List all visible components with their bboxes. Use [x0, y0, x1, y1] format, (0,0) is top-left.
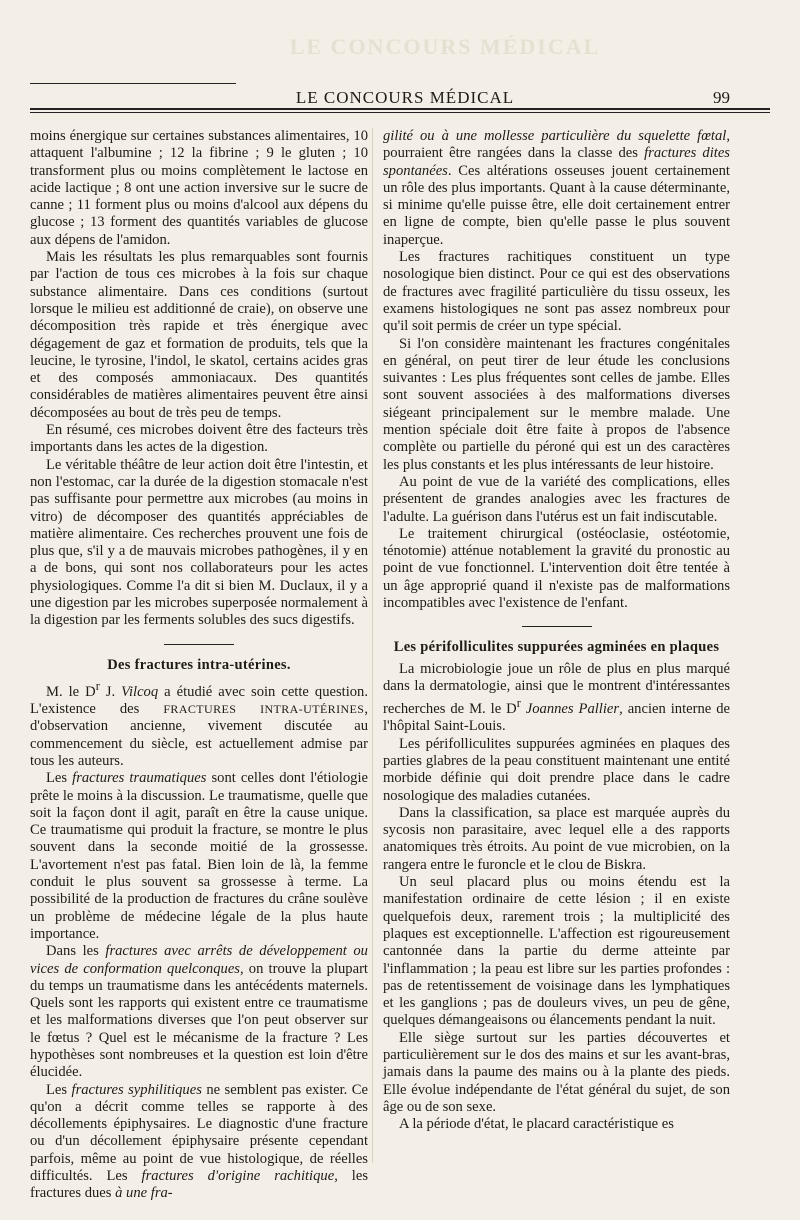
paragraph: Les fractures traumatiques sont celles dont l'étiologie prête le moins à la discussion. Le traumatisme, quelle que soit la façon dont il agit, paraît en être la cause unique. Ce traumatisme qui produit la fracture, se montre le plus souvent dans la seconde moitié de la grossesse. L'avortement n'est pas fatal. Bien loin de là, la femme conduit le plus souvent sa grossesse à terme. La possibilité de la production de fractures du crâne soulève un problème de médecine légale de la plus haute importance. — [30, 770, 368, 942]
paragraph: gilité ou à une mollesse particulière du squelette fœtal, pourraient être rangées dans la classe des fractures dites spontanées. Ces altérations osseuses jouent certainement un rôle des plus importants. Quant à la cause déterminante, si minime qu'elle puisse être, elle doit certainement entrer en ligne de compte, bien qu'elle passe le plus souvent inaperçue. — [383, 128, 730, 248]
paragraph: Les fractures syphilitiques ne semblent pas exister. Ce qu'on a décrit comme telles se rapporte à des décollements épiphysaires. Le diagnostic d'une fracture ou d'un décollement épiphysaire présente cependant parfois, même au point de vue histologique, de réelles difficultés. Les fractures d'origine rachitique, les fractures dues à une fra- — [30, 1081, 369, 1202]
section-title: Les périfolliculites suppurées agminées en plaques — [393, 639, 720, 656]
paragraph: Un seul placard plus ou moins étendu est la manifestation ordinaire de cette lésion ; il en existe quelquefois deux, rarement trois ; la multiplicité des plaques est exceptionnelle. L'affection est rigoureusement cantonnée dans la partie du derme atteinte par l'inflammation ; la peau est libre sur les parties profondes : pas de retentissement de voisinage dans les lymphatiques et les ganglions ; pas de douleurs vives, un peu de gêne, quelques démangeaisons ou élancements pendant la nuit. — [383, 874, 730, 1029]
paragraph: Mais les résultats les plus remarquables sont fournis par l'action de tous ces microbes à la fois sur chaque substance alimentaire. Dans ces conditions (surtout lorsque le milieu est additionné de craie), on observe une décomposition très rapide et très énergique avec dégagement de gaz et formation de produits, tels que la leucine, le tyrosine, l'indol, le skatol, certains acides gras et des composés ammoniacaux. Des quantités considérables de matières alimentaires peuvent être ainsi décomposées au bout de très peu de temps. — [30, 249, 368, 421]
paragraph: Si l'on considère maintenant les fractures congénitales en général, on peut tirer de leur étude les conclusions suivantes : Les plus fréquentes sont celles de jambe. Elles sont souvent associées à des malformations diverses siégeant principalement sur le membre malade. Une mention spéciale doit être faite à propos de l'absence complète ou partielle du péroné qui est un des caractères les plus constants et les plus intéressants de leur histoire. — [383, 335, 730, 473]
page-number: 99 — [713, 88, 730, 107]
paragraph: Le véritable théâtre de leur action doit être l'intestin, et non l'estomac, car la durée de la digestion stomacale n'est pas suffisante pour permettre aux microbes (au moins in vitro) de décomposer des quantités appréciables de matière alimentaire. Ces recherches prouvent une fois de plus que, s'il y a de mauvais microbes pathogènes, il y en a de bons, qui sont nos collaborateurs pour les actes physiologiques. Comme l'a dit si bien M. Duclaux, il y a une digestion par les microbes superposée normalement à la digestion par les ferments solubles des sucs digestifs. — [30, 456, 368, 629]
paragraph: M. le $D^r$ J. Vilcoq a étudié avec soin cette question. L'existence des FRACTURES INTRA-UTÉRINES, d'observation ancienne, vivement discutée au commencement du siècle, est actuellement admise par tous les auteurs. — [30, 678, 369, 769]
paragraph: La microbiologie joue un rôle de plus en plus marqué dans la dermatologie, ainsi que le montrent d'intéressantes recherches de M. le $D^r$ Joannes Pallier, ancien interne de l'hôpital Saint-Louis. — [383, 660, 730, 735]
running-title: LE CONCOURS MÉDICAL — [295, 88, 515, 107]
header-rule-left — [30, 83, 236, 84]
paragraph: Les fractures rachitiques constituent un type nosologique bien distinct. Pour ce qui est des observations de fractures avec fragilité particulière du tissu osseux, les examens histologiques ne sont pas assez nombreux pour qu'il soit permis de créer un type spécial. — [383, 249, 730, 335]
paragraph: A la période d'état, le placard caractéristique es — [399, 1116, 674, 1133]
paragraph: Les périfolliculites suppurées agminées en plaques des parties glabres de la peau constituent maintenant une entité morbide définie qui doit prendre place dans le cadre nosologique des maladies cutanées. — [383, 735, 730, 804]
bleed-through-text: LE CONCOURS MÉDICAL — [289, 34, 601, 59]
paragraph: Le traitement chirurgical (ostéoclasie, ostéotomie, ténotomie) atténue notablement la gravité du pronostic au point de vue fonctionnel. L'intervention doit être tentée à un âge approprié quand il n'existe pas de malformations incompatibles avec l'existence de l'enfant. — [383, 525, 730, 612]
header-rule — [30, 108, 770, 110]
right-column — [383, 128, 730, 1133]
paragraph: Elle siège surtout sur les parties découvertes et particulièrement sur le dos des mains et sur les avant-bras, jamais dans la paume des mains ou à la plante des pieds. Elle évolue indépendante de l'état général du sujet, de son âge ou de son sexe. — [383, 1029, 730, 1115]
paragraph: Dans la classification, sa place est marquée auprès du sycosis non parasitaire, avec lequel elle a des rapports anatomiques très étroits. Au point de vue microbien, on la rangera entre le furoncle et le clou de Biskra. — [383, 804, 730, 873]
column-rule — [372, 128, 373, 1163]
section-divider — [164, 644, 234, 645]
left-column — [30, 128, 368, 1203]
paragraph: Au point de vue de la variété des complications, elles présentent de grandes analogies avec les fractures de l'adulte. La guérison dans l'utérus est un fait indiscutable. — [383, 473, 730, 525]
header-rule-thin — [30, 112, 770, 113]
section-title: Des fractures intra-utérines. — [107, 656, 291, 673]
section-divider — [522, 626, 592, 627]
paragraph: moins énergique sur certaines substances alimentaires, 10 attaquent l'albumine ; 12 la fibrine ; 9 le gluten ; 10 transforment plus ou moins complètement le lactose en acide lactique ; 8 ont une action inversive sur le sucre de canne ; 11 forment plus ou moins d'alcool aux dépens du glucose ; 13 forment des quantités variables de glucose aux dépens de l'amidon. — [30, 128, 368, 248]
paragraph: Dans les fractures avec arrêts de développement ou vices de conformation quelconques, on trouve la plupart du temps un traumatisme dans les antécédents maternels. Quels sont les rapports qui existent entre ce traumatisme et les malformations diverses que l'on peut observer sur le fœtus ? Quel est le mécanisme de la fracture ? Les hypothèses sont nombreuses et la question est loin d'être élucidée. — [30, 943, 368, 1081]
paragraph: En résumé, ces microbes doivent être des facteurs très importants dans les actes de la digestion. — [30, 422, 368, 456]
